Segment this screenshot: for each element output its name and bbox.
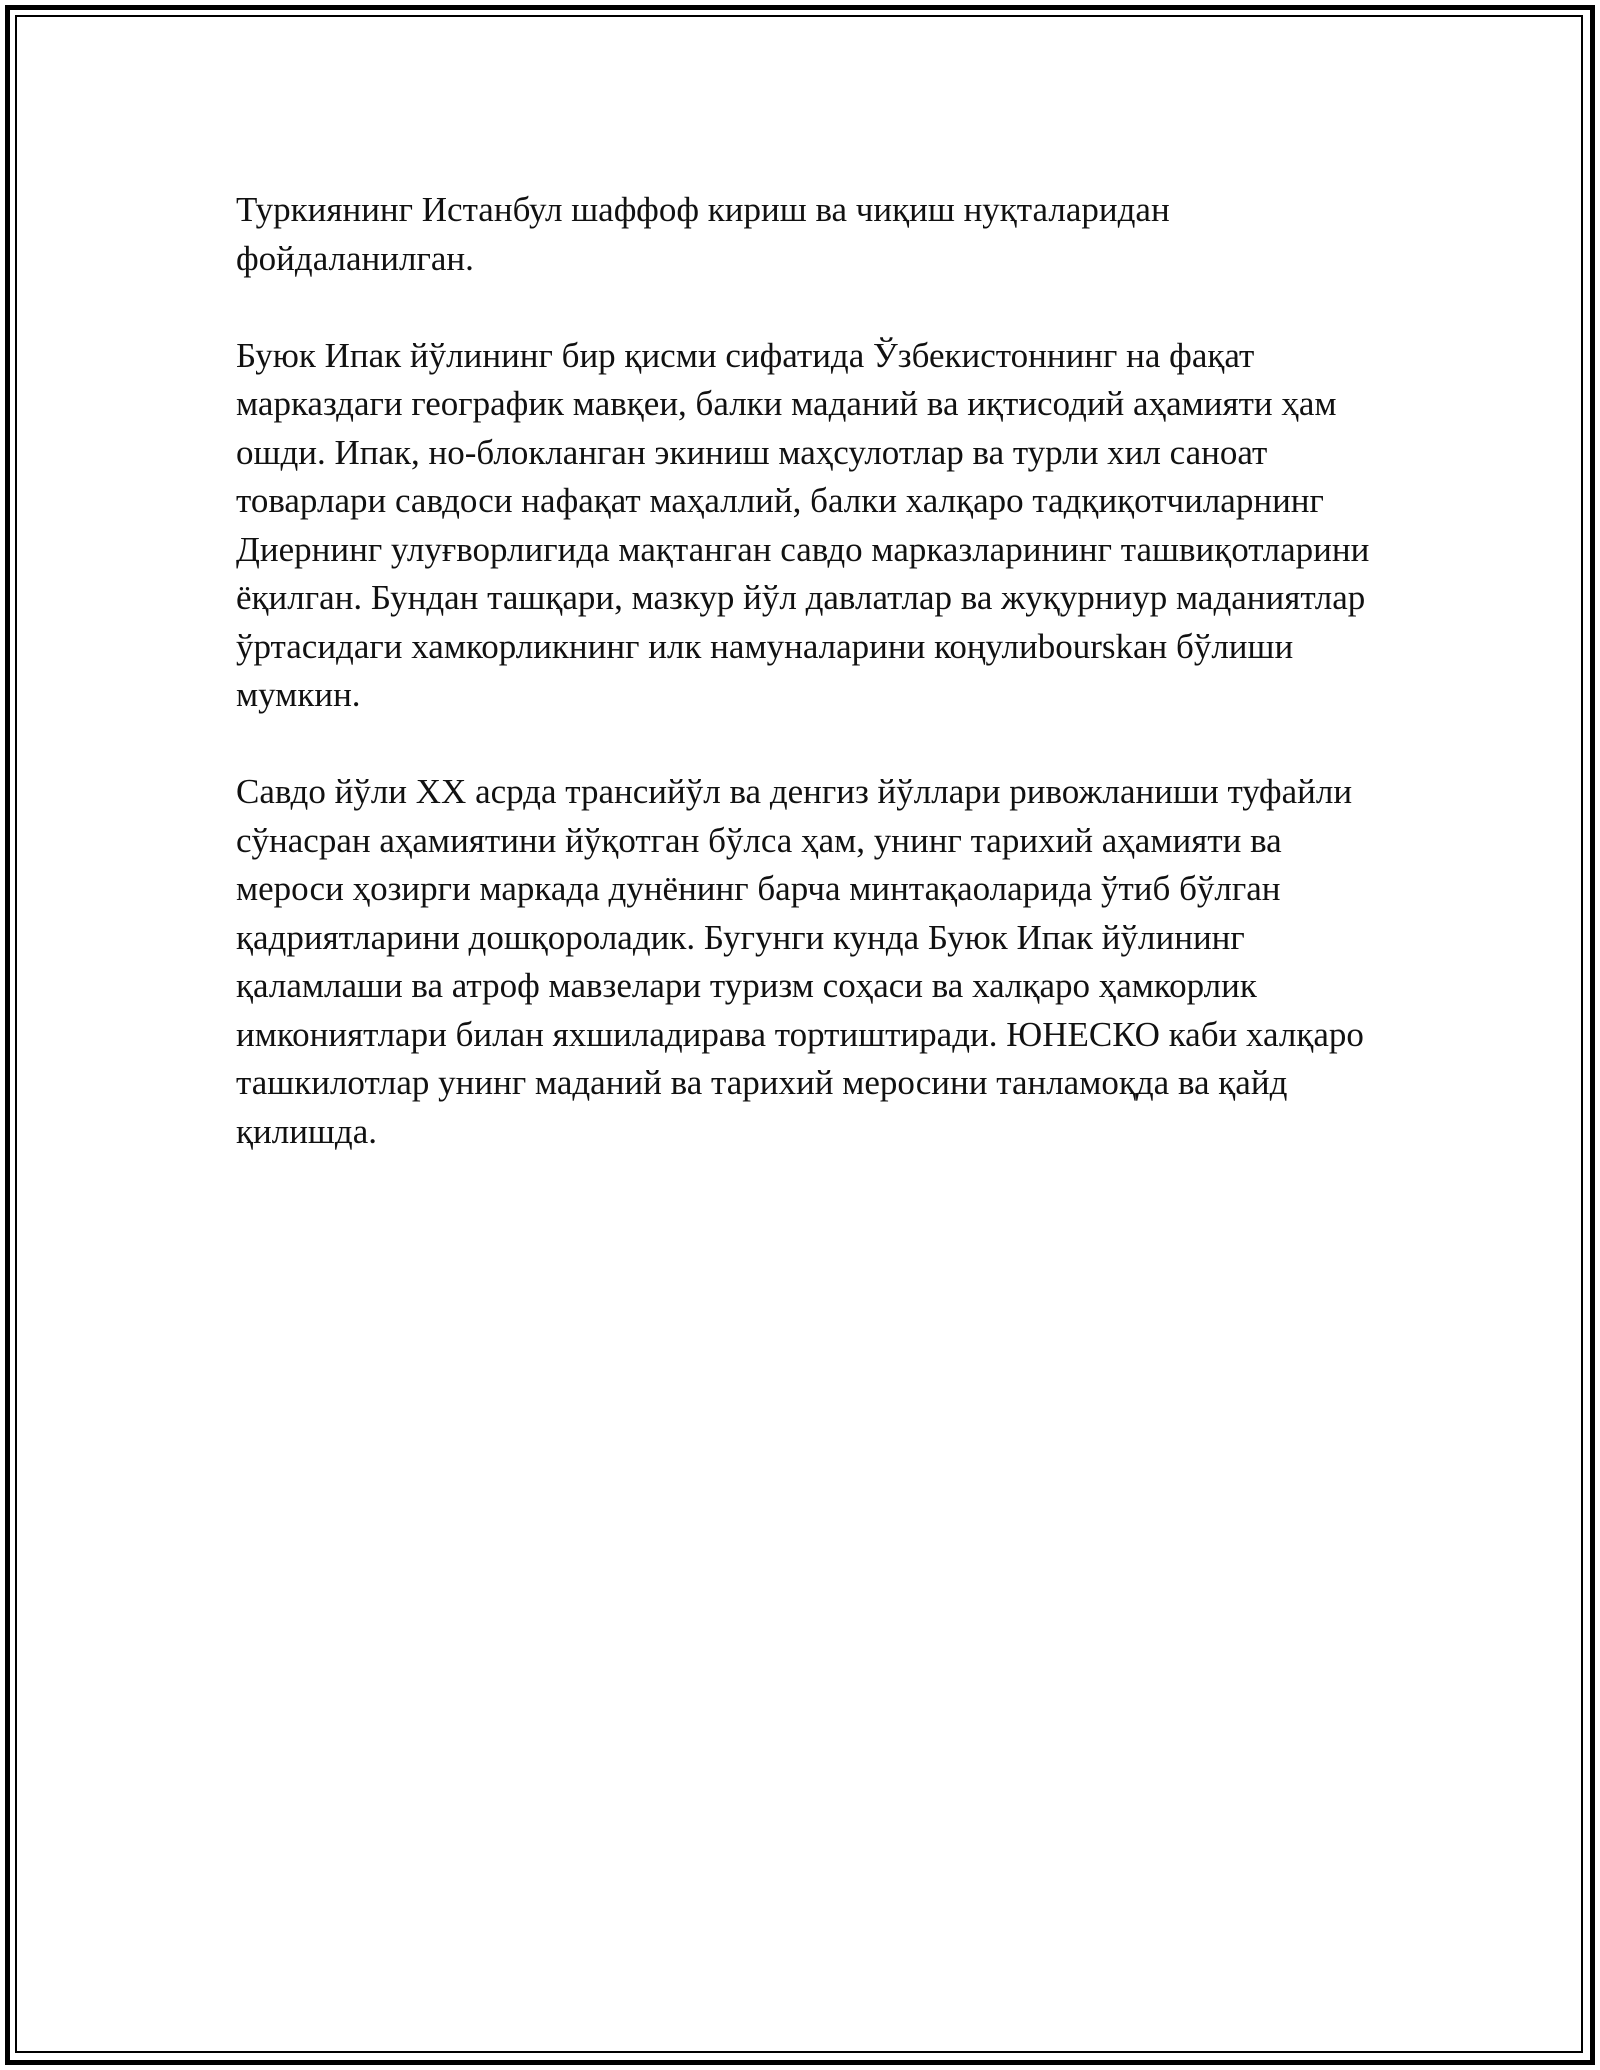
paragraph-2: Буюк Ипак йўлининг бир қисми сифатида Ўзбекистоннинг на фақат марказдаги географик мавқеи, балки маданий ва иқтисодий аҳамияти ҳам ошди. Ипак, но-блокланган экиниш маҳсулотлар ва турли хил саноат товарлари савдоси нафақат маҳаллий, балки халқаро тадқиқотчиларнинг Диернинг улуғворлигида мақтанган савдо марказларининг ташвиқотларини ёқилган. Бундан ташқари, мазкур йўл давлатлар ва жуқурниур маданиятлар ўртасидаги хамкорликнинг илк намуналарини коңулиbourskан бўлиши мумкин.	[236, 335, 1370, 714]
paragraph-3: Савдо йўли XX асрда трансийўл ва денгиз йўллари ривожланиши туфайли сўнасран аҳамиятини йўқотган бўлса ҳам, унинг тарихий аҳамияти ва мероси ҳозирги маркада дунёнинг барча минтақаоларида ўтиб бўлган қадриятларини дошқороладик. Бугунги кунда Буюк Ипак йўлининг қаламлаши ва атроф мавзелари туризм соҳаси ва халқаро ҳамкорлик имкониятлари билан яхшиладирава тортиштиради. ЮНЕСКО каби халқаро ташкилотлар унинг маданий ва тарихий меросини танламоқда ва қайд қилишда.	[236, 772, 1364, 1151]
paragraph-1: Туркиянинг Истанбул шаффоф кириш ва чиқиш нуқталаридан фойдаланилган.	[236, 190, 1170, 278]
document-body	[236, 186, 1372, 1156]
